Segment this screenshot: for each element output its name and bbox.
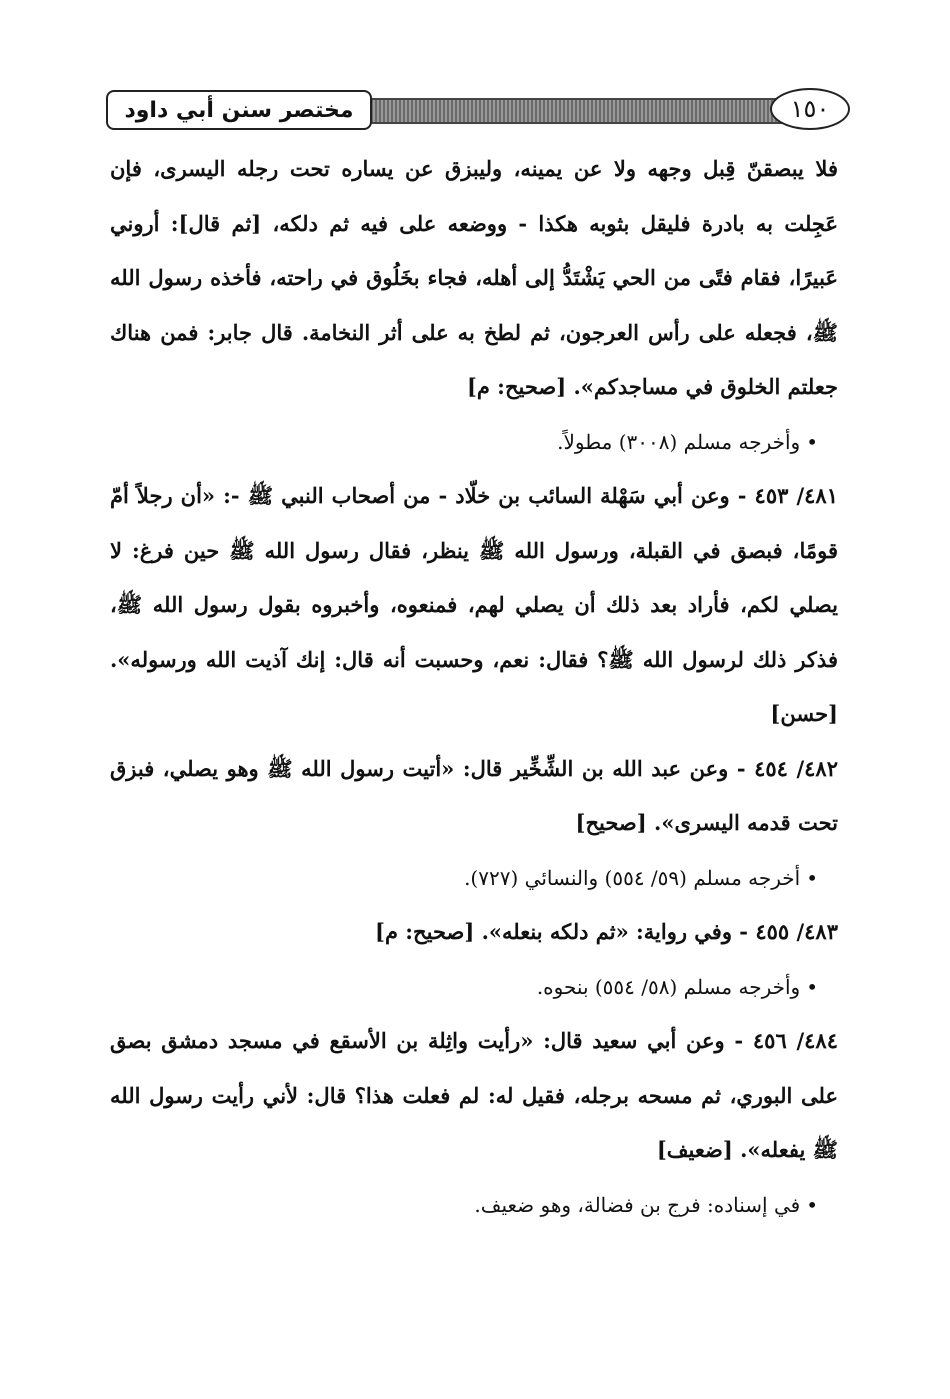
hadith-paragraph: فلا يبصقنّ قِبل وجهه ولا عن يمينه، وليبزق عن يساره تحت رجله اليسرى، فإن عَجِلت به بادرة فليقل بثوبه هكذا - ووضعه على فيه ثم دلكه، [ثم قال]: أروني عَبيرًا، فقام فتًى من الحي يَشْتَدُّ إلى أهله، فجاء بخَلُوق في راحته، فأخذه رسول الله ﷺ، فجعله على رأس العرجون، ثم لطخ به على أثر النخامة. قال جابر: فمن هناك جعلتم الخلوق في مساجدكم». [صحيح: م]	[110, 156, 838, 399]
note-text: أخرجه مسلم (٥٩/ ٥٥٤) والنسائي (٧٢٧).	[464, 865, 801, 890]
note-text: وأخرجه مسلم (٥٨/ ٥٥٤) بنحوه.	[536, 974, 801, 999]
page-body	[110, 142, 838, 1232]
hadith-paragraph: ٤٨١/ ٤٥٣ - وعن أبي سَهْلة السائب بن خلّاد - من أصحاب النبي ﷺ -: «أن رجلاً أمّ قومًا، فبصق في القبلة، ورسول الله ﷺ ينظر، فقال رسول الله ﷺ حين فرغ: لا يصلي لكم، فأراد بعد ذلك أن يصلي لهم، فمنعوه، وأخبروه بقول رسول الله ﷺ، فذكر ذلك لرسول الله ﷺ؟ فقال: نعم، وحسبت أنه قال: إنك آذيت الله ورسوله». [حسن]	[110, 483, 838, 726]
page-number-text: ١٥٠	[790, 95, 830, 123]
header-decorative-band	[355, 98, 820, 124]
bullet-icon: •	[806, 974, 818, 999]
bullet-icon: •	[806, 1192, 818, 1217]
hadith-paragraph: ٤٨٣/ ٤٥٥ - وفي رواية: «ثم دلكه بنعله». [صحيح: م]	[375, 919, 838, 944]
bullet-icon: •	[806, 429, 818, 454]
note-text: في إسناده: فرج بن فضالة، وهو ضعيف.	[474, 1192, 801, 1217]
takhrij-note	[110, 960, 838, 1015]
page-number	[770, 88, 850, 130]
takhrij-note	[110, 851, 838, 906]
takhrij-note	[110, 1178, 838, 1233]
hadith-paragraph: ٤٨٤/ ٤٥٦ - وعن أبي سعيد قال: «رأيت واثِلة بن الأسقع في مسجد دمشق بصق على البوري، ثم مسحه برجله، فقيل له: لم فعلت هذا؟ قال: لأني رأيت رسول الله ﷺ يفعله». [ضعيف]	[110, 1028, 838, 1162]
page-header	[100, 88, 880, 134]
book-title-text: مختصر سنن أبي داود	[124, 97, 354, 123]
bullet-icon: •	[806, 865, 818, 890]
book-title	[106, 90, 372, 130]
hadith-paragraph: ٤٨٢/ ٤٥٤ - وعن عبد الله بن الشِّخِّير قال: «أتيت رسول الله ﷺ وهو يصلي، فبزق تحت قدمه اليسرى». [صحيح]	[110, 755, 838, 835]
takhrij-note	[110, 415, 838, 470]
note-text: وأخرجه مسلم (٣٠٠٨) مطولاً.	[557, 429, 801, 454]
